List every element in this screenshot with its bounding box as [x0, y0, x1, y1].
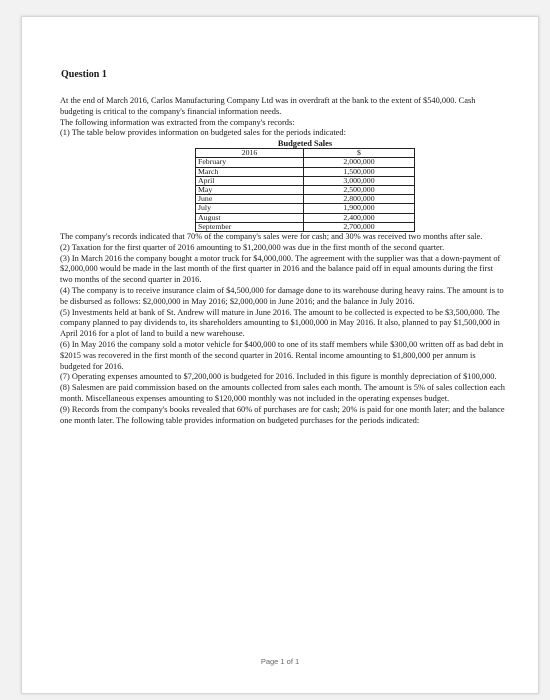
table-row — [196, 204, 415, 213]
body-paragraph: (3) In March 2016 the company bought a motor truck for $4,000,000. The agreement with the supplier was that a down-payment of $2,000,000 would be made in the last month of the first quarter in 2016 and the balance paid off in equal amounts during the first two months of the second quarter in 2016. — [60, 253, 501, 285]
amount-cell: 3,000,000 — [304, 176, 415, 185]
amount-cell: 2,500,000 — [304, 186, 415, 195]
body-paragraph: (5) Investments held at bank of St. Andrew will mature in June 2016. The amount to be collected is expected to be $3,500,000. The company planned to pay dividends to, its shareholders amounting to $1,000,000 in May 2016. It also, planned to pay $1,500,000 in April 2016 for a plot of land to build a new warehouse. — [60, 307, 500, 339]
month-cell: April — [196, 176, 304, 185]
month-cell: February — [196, 158, 304, 167]
intro-paragraph: At the end of March 2016, Carlos Manufacturing Company Ltd was in overdraft at the bank to the extent of $540,000. Cash budgeting is critical to the company's financial information needs. — [60, 96, 476, 116]
table-row — [196, 186, 415, 195]
month-cell: May — [196, 186, 304, 195]
page-number-footer: Page 1 of 1 — [260, 657, 300, 666]
month-cell: August — [196, 213, 304, 222]
document-body — [60, 96, 505, 426]
table-row — [196, 176, 415, 185]
table-row — [196, 158, 415, 167]
table-row — [196, 195, 415, 204]
amount-cell: 2,400,000 — [304, 213, 415, 222]
body-paragraph: (9) Records from the company's books revealed that 60% of purchases are for cash; 20% is paid for one month later; and the balance one month later. The following table provides information on budgeted purchases for the periods indicated: — [60, 404, 505, 425]
amount-cell: 1,900,000 — [304, 204, 415, 213]
body-paragraph: (6) In May 2016 the company sold a motor vehicle for $400,000 to one of its staff members while $300,00 written off as bad debt in $2015 was recovered in the first month of the second quarter in 2016. Rental income amounting to $1,800,000 per annum is budgeted for 2016. — [60, 339, 504, 371]
month-cell: September — [196, 222, 304, 231]
body-paragraph: (2) Taxation for the first quarter of 2016 amounting to $1,200,000 was due in the first month of the second quarter. — [60, 242, 445, 252]
budgeted-sales-table — [195, 148, 415, 232]
table-row — [196, 222, 415, 231]
intro-paragraph: (1) The table below provides information on budgeted sales for the periods indicated: — [60, 128, 346, 138]
intro-paragraph: The following information was extracted from the company's records: — [60, 117, 295, 127]
table-header-row — [196, 149, 415, 158]
table-row — [196, 167, 415, 176]
table-title: Budgeted Sales — [277, 139, 333, 149]
month-cell: June — [196, 195, 304, 204]
document-page — [21, 16, 539, 694]
amount-cell: 1,500,000 — [304, 167, 415, 176]
body-paragraph: (4) The company is to receive insurance claim of $4,500,000 for damage done to its warehouse during heavy rains. The amount is to be disbursed as follows: $2,000,000 in May 2016; $2,000,000 in June 2016; and the balance in July 2016. — [60, 286, 504, 306]
body-paragraph: (7) Operating expenses amounted to $7,200,000 is budgeted for 2016. Included in this figure is monthly depreciation of $100,000. — [60, 372, 497, 382]
amount-cell: 2,700,000 — [304, 222, 415, 231]
table-row — [196, 213, 415, 222]
body-paragraph: (8) Salesmen are paid commission based on the amounts collected from sales each month. The amount is 5% of sales collection each month. Miscellaneous expenses amounting to $120,000 monthly was not included in the operating expenses budget. — [60, 383, 505, 403]
amount-cell: 2,800,000 — [304, 195, 415, 204]
column-header-year: 2016 — [196, 149, 304, 158]
question-heading: Question 1 — [61, 69, 107, 80]
column-header-amount: $ — [304, 149, 415, 158]
budgeted-sales-table-block — [195, 139, 415, 232]
body-paragraph: The company's records indicated that 70% of the company's sales were for cash; and 30% was received two months after sale. — [60, 232, 483, 242]
month-cell: July — [196, 204, 304, 213]
amount-cell: 2,000,000 — [304, 158, 415, 167]
month-cell: March — [196, 167, 304, 176]
